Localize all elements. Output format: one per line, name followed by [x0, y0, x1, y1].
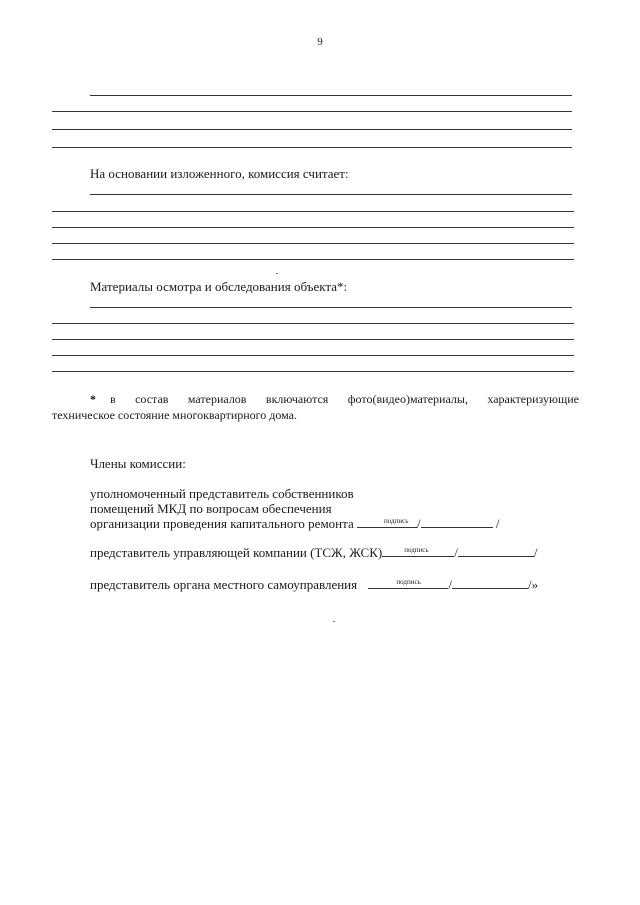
slash-separator: / [448, 577, 452, 592]
name-field[interactable] [421, 516, 493, 528]
slash-separator: / [533, 545, 538, 560]
scan-speck [276, 273, 278, 274]
blank-line [52, 243, 574, 244]
signature-hint: подпись [396, 578, 421, 586]
scan-speck [333, 621, 335, 622]
footnote-text-1: в состав материалов включаются фото(видео)материалы, характеризующие [110, 392, 579, 406]
conclusion-heading: На основании изложенного, комиссия считает: [90, 166, 349, 181]
owner-rep-line-2: помещений МКД по вопросам обеспечения [90, 501, 332, 516]
blank-line [52, 323, 574, 324]
blank-line [52, 129, 572, 130]
footnote [52, 391, 579, 423]
blank-line [90, 95, 572, 96]
footnote-line-1 [52, 391, 579, 407]
footnote-line-2: техническое состояние многоквартирного дома. [52, 408, 298, 422]
blank-line [52, 339, 574, 340]
blank-line [52, 259, 574, 260]
blank-line [90, 194, 572, 195]
blank-line [52, 211, 574, 212]
signature-field[interactable] [368, 577, 448, 589]
blank-line [52, 147, 572, 148]
slash-separator: / [417, 516, 421, 531]
local-gov-rep-label: представитель органа местного самоуправления [90, 577, 358, 592]
blank-line [52, 355, 574, 356]
page-number: 9 [317, 36, 323, 48]
blank-line [52, 111, 572, 112]
mgmt-rep-label: представитель управляющей компании (ТСЖ, ЖСК) [90, 545, 383, 560]
materials-heading: Материалы осмотра и обследования объекта*: [90, 279, 348, 294]
blank-line [90, 307, 572, 308]
signature-hint: подпись [384, 517, 409, 525]
members-title: Члены комиссии: [90, 456, 186, 471]
mgmt-rep-signature-row [90, 545, 537, 561]
slash-separator: / [454, 545, 458, 560]
end-mark: /» [527, 577, 539, 592]
local-gov-rep-signature-row [90, 577, 538, 593]
blank-line [52, 371, 574, 372]
signature-field[interactable] [382, 545, 454, 557]
owner-rep-line-3: организации проведения капитального ремонта [90, 516, 354, 531]
signature-field[interactable] [357, 516, 417, 528]
owner-rep-line-1: уполномоченный представитель собственников [90, 486, 354, 501]
slash-separator: / [495, 516, 500, 531]
name-field[interactable] [452, 577, 528, 589]
name-field[interactable] [458, 545, 534, 557]
signature-hint: подпись [404, 546, 429, 554]
footnote-marker: * [90, 392, 96, 406]
owner-rep-signature-row [90, 516, 500, 532]
blank-line [52, 227, 574, 228]
